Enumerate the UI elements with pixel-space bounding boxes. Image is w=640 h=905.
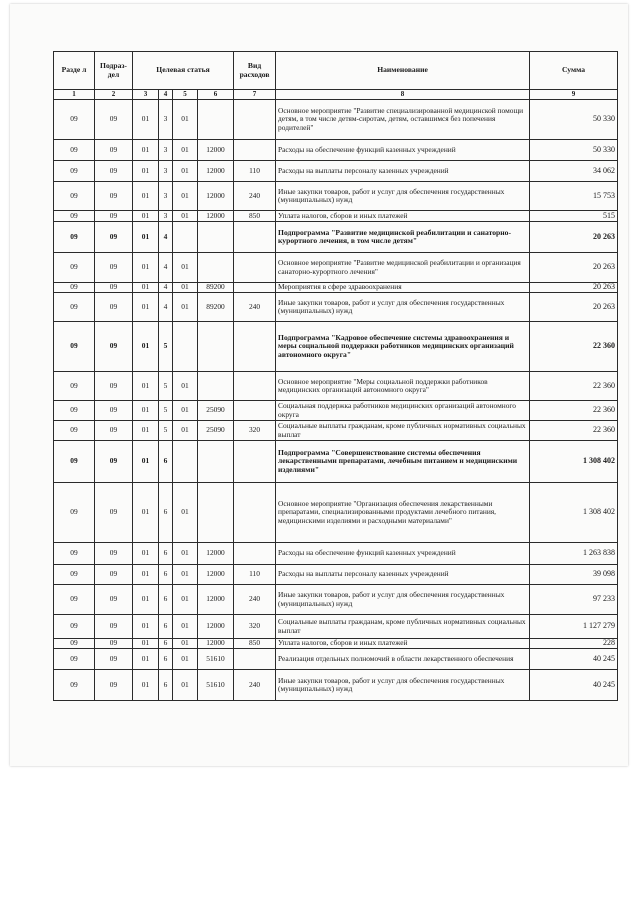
amount-cell: 22 360 [530,322,618,372]
subprogram-code-cell: 6 [159,483,173,543]
podrazdel-cell: 09 [95,161,133,182]
document-sheet [10,4,628,766]
expense-type-cell: 320 [234,615,276,639]
event-code-cell: 01 [173,401,198,421]
item-name-cell: Подпрограмма "Развитие медицинской реабилитации и санаторно-курортного лечения, в том числе детям" [276,222,530,253]
item-name-cell: Социальная поддержка работников медицинских организаций автономного округа [276,401,530,421]
event-code-cell: 01 [173,100,198,140]
program-code-cell: 01 [133,639,159,649]
column-numbers-row [54,90,618,100]
event-code-cell: 01 [173,649,198,670]
event-code-cell [173,441,198,483]
column-number: 7 [234,90,276,100]
podrazdel-cell: 09 [95,140,133,161]
program-code-cell: 01 [133,483,159,543]
podrazdel-cell: 09 [95,670,133,701]
direction-code-cell: 12000 [198,615,234,639]
item-name-cell: Реализация отдельных полномочий в области лекарственного обеспечения [276,649,530,670]
razdel-cell: 09 [54,253,95,283]
item-name-cell: Иные закупки товаров, работ и услуг для обеспечения государственных (муниципальных) нужд [276,293,530,322]
program-code-cell: 01 [133,222,159,253]
subprogram-code-cell: 5 [159,372,173,401]
table-row [54,483,618,543]
item-name-cell: Иные закупки товаров, работ и услуг для обеспечения государственных (муниципальных) нужд [276,182,530,211]
program-code-cell: 01 [133,283,159,293]
podrazdel-cell: 09 [95,649,133,670]
podrazdel-cell: 09 [95,182,133,211]
table-row [54,182,618,211]
program-code-cell: 01 [133,543,159,565]
amount-cell: 22 360 [530,401,618,421]
podrazdel-cell: 09 [95,100,133,140]
razdel-cell: 09 [54,649,95,670]
header-vid-rashodov: Вид расходов [234,52,276,90]
column-number: 4 [159,90,173,100]
table-row [54,585,618,615]
program-code-cell: 01 [133,401,159,421]
event-code-cell: 01 [173,293,198,322]
column-number: 9 [530,90,618,100]
subprogram-code-cell: 4 [159,222,173,253]
item-name-cell: Основное мероприятие "Развитие специализированной медицинской помощи детям, в том числе детям-сиротам, детям, оставшимся без попечения родителей" [276,100,530,140]
amount-cell: 1 127 279 [530,615,618,639]
table-row [54,401,618,421]
column-number: 5 [173,90,198,100]
podrazdel-cell: 09 [95,615,133,639]
razdel-cell: 09 [54,585,95,615]
podrazdel-cell: 09 [95,565,133,585]
table-row [54,222,618,253]
razdel-cell: 09 [54,543,95,565]
expense-type-cell: 240 [234,670,276,701]
item-name-cell: Подпрограмма "Кадровое обеспечение системы здравоохранения и меры социальной поддержки работников медицинских организаций автономного округа" [276,322,530,372]
direction-code-cell: 12000 [198,585,234,615]
expense-type-cell [234,401,276,421]
program-code-cell: 01 [133,441,159,483]
podrazdel-cell: 09 [95,372,133,401]
table-row [54,649,618,670]
razdel-cell: 09 [54,483,95,543]
podrazdel-cell: 09 [95,543,133,565]
direction-code-cell: 89200 [198,283,234,293]
amount-cell: 40 245 [530,670,618,701]
amount-cell: 40 245 [530,649,618,670]
direction-code-cell: 12000 [198,140,234,161]
item-name-cell: Мероприятия в сфере здравоохранения [276,283,530,293]
program-code-cell: 01 [133,585,159,615]
razdel-cell: 09 [54,565,95,585]
podrazdel-cell: 09 [95,211,133,222]
table-row [54,283,618,293]
podrazdel-cell: 09 [95,401,133,421]
header-podrazdel: Подраз- дел [95,52,133,90]
direction-code-cell [198,441,234,483]
item-name-cell: Социальные выплаты гражданам, кроме публичных нормативных социальных выплат [276,421,530,441]
razdel-cell: 09 [54,372,95,401]
direction-code-cell [198,253,234,283]
razdel-cell: 09 [54,182,95,211]
table-row [54,253,618,283]
direction-code-cell: 12000 [198,565,234,585]
event-code-cell: 01 [173,585,198,615]
amount-cell: 15 753 [530,182,618,211]
amount-cell: 20 263 [530,222,618,253]
direction-code-cell: 51610 [198,649,234,670]
direction-code-cell: 12000 [198,543,234,565]
podrazdel-cell: 09 [95,421,133,441]
expense-type-cell [234,483,276,543]
subprogram-code-cell: 6 [159,585,173,615]
table-row [54,140,618,161]
amount-cell: 20 263 [530,283,618,293]
subprogram-code-cell: 6 [159,670,173,701]
razdel-cell: 09 [54,421,95,441]
table-body [54,100,618,701]
header-naimenovanie: Наименование [276,52,530,90]
razdel-cell: 09 [54,639,95,649]
direction-code-cell: 25090 [198,401,234,421]
column-number: 2 [95,90,133,100]
amount-cell: 228 [530,639,618,649]
podrazdel-cell: 09 [95,283,133,293]
amount-cell: 1 308 402 [530,441,618,483]
program-code-cell: 01 [133,100,159,140]
table-row [54,639,618,649]
budget-table [53,51,618,701]
column-number: 6 [198,90,234,100]
program-code-cell: 01 [133,649,159,670]
subprogram-code-cell: 6 [159,615,173,639]
event-code-cell: 01 [173,211,198,222]
subprogram-code-cell: 5 [159,322,173,372]
header-celevaya-statya: Целевая статья [133,52,234,90]
amount-cell: 50 330 [530,100,618,140]
expense-type-cell: 850 [234,211,276,222]
razdel-cell: 09 [54,615,95,639]
amount-cell: 20 263 [530,253,618,283]
subprogram-code-cell: 6 [159,543,173,565]
program-code-cell: 01 [133,161,159,182]
amount-cell: 20 263 [530,293,618,322]
event-code-cell: 01 [173,253,198,283]
program-code-cell: 01 [133,670,159,701]
subprogram-code-cell: 3 [159,140,173,161]
podrazdel-cell: 09 [95,253,133,283]
program-code-cell: 01 [133,615,159,639]
amount-cell: 34 062 [530,161,618,182]
column-number: 3 [133,90,159,100]
razdel-cell: 09 [54,401,95,421]
subprogram-code-cell: 5 [159,401,173,421]
table-row [54,372,618,401]
podrazdel-cell: 09 [95,441,133,483]
table-header [54,52,618,100]
amount-cell: 97 233 [530,585,618,615]
subprogram-code-cell: 3 [159,100,173,140]
direction-code-cell [198,372,234,401]
direction-code-cell [198,222,234,253]
razdel-cell: 09 [54,161,95,182]
table-row [54,211,618,222]
program-code-cell: 01 [133,140,159,161]
expense-type-cell: 240 [234,182,276,211]
header-razdel: Разде л [54,52,95,90]
podrazdel-cell: 09 [95,585,133,615]
event-code-cell: 01 [173,421,198,441]
expense-type-cell [234,441,276,483]
razdel-cell: 09 [54,283,95,293]
column-number: 8 [276,90,530,100]
program-code-cell: 01 [133,182,159,211]
event-code-cell: 01 [173,639,198,649]
direction-code-cell: 51610 [198,670,234,701]
direction-code-cell [198,100,234,140]
subprogram-code-cell: 6 [159,565,173,585]
item-name-cell: Расходы на обеспечение функций казенных учреждений [276,543,530,565]
table-row [54,441,618,483]
table-row [54,161,618,182]
podrazdel-cell: 09 [95,293,133,322]
event-code-cell: 01 [173,182,198,211]
direction-code-cell: 12000 [198,639,234,649]
direction-code-cell: 89200 [198,293,234,322]
expense-type-cell [234,222,276,253]
event-code-cell: 01 [173,372,198,401]
table-row [54,565,618,585]
program-code-cell: 01 [133,565,159,585]
amount-cell: 515 [530,211,618,222]
direction-code-cell [198,322,234,372]
header-summa: Сумма [530,52,618,90]
program-code-cell: 01 [133,253,159,283]
amount-cell: 39 098 [530,565,618,585]
podrazdel-cell: 09 [95,322,133,372]
item-name-cell: Иные закупки товаров, работ и услуг для обеспечения государственных (муниципальных) нужд [276,670,530,701]
expense-type-cell [234,253,276,283]
program-code-cell: 01 [133,421,159,441]
razdel-cell: 09 [54,293,95,322]
table-row [54,615,618,639]
item-name-cell: Расходы на выплаты персоналу казенных учреждений [276,565,530,585]
item-name-cell: Социальные выплаты гражданам, кроме публичных нормативных социальных выплат [276,615,530,639]
table-row [54,421,618,441]
direction-code-cell: 12000 [198,211,234,222]
program-code-cell: 01 [133,211,159,222]
razdel-cell: 09 [54,140,95,161]
subprogram-code-cell: 4 [159,253,173,283]
amount-cell: 22 360 [530,372,618,401]
table-row [54,322,618,372]
expense-type-cell: 320 [234,421,276,441]
item-name-cell: Уплата налогов, сборов и иных платежей [276,639,530,649]
event-code-cell [173,222,198,253]
expense-type-cell [234,140,276,161]
direction-code-cell [198,483,234,543]
amount-cell: 1 263 838 [530,543,618,565]
event-code-cell [173,322,198,372]
event-code-cell: 01 [173,140,198,161]
expense-type-cell: 110 [234,565,276,585]
table-row [54,293,618,322]
expense-type-cell [234,283,276,293]
expense-type-cell [234,543,276,565]
expense-type-cell [234,649,276,670]
event-code-cell: 01 [173,615,198,639]
razdel-cell: 09 [54,322,95,372]
table-row [54,670,618,701]
expense-type-cell [234,100,276,140]
event-code-cell: 01 [173,483,198,543]
amount-cell: 50 330 [530,140,618,161]
event-code-cell: 01 [173,161,198,182]
expense-type-cell: 240 [234,585,276,615]
direction-code-cell: 12000 [198,161,234,182]
razdel-cell: 09 [54,441,95,483]
item-name-cell: Расходы на обеспечение функций казенных учреждений [276,140,530,161]
program-code-cell: 01 [133,372,159,401]
program-code-cell: 01 [133,322,159,372]
item-name-cell: Расходы на выплаты персоналу казенных учреждений [276,161,530,182]
podrazdel-cell: 09 [95,222,133,253]
subprogram-code-cell: 5 [159,421,173,441]
razdel-cell: 09 [54,670,95,701]
expense-type-cell [234,372,276,401]
event-code-cell: 01 [173,565,198,585]
direction-code-cell: 12000 [198,182,234,211]
subprogram-code-cell: 4 [159,293,173,322]
direction-code-cell: 25090 [198,421,234,441]
expense-type-cell: 110 [234,161,276,182]
item-name-cell: Основное мероприятие "Организация обеспечения лекарственными препаратами, специализированными продуктами лечебного питания, медицинскими изделиями и расходными материалами" [276,483,530,543]
item-name-cell: Основное мероприятие "Развитие медицинской реабилитации и организация санаторно-курортного лечения" [276,253,530,283]
razdel-cell: 09 [54,100,95,140]
item-name-cell: Иные закупки товаров, работ и услуг для обеспечения государственных (муниципальных) нужд [276,585,530,615]
column-number: 1 [54,90,95,100]
expense-type-cell [234,322,276,372]
amount-cell: 22 360 [530,421,618,441]
expense-type-cell: 850 [234,639,276,649]
event-code-cell: 01 [173,543,198,565]
event-code-cell: 01 [173,283,198,293]
subprogram-code-cell: 6 [159,649,173,670]
subprogram-code-cell: 6 [159,441,173,483]
subprogram-code-cell: 3 [159,161,173,182]
razdel-cell: 09 [54,211,95,222]
item-name-cell: Уплата налогов, сборов и иных платежей [276,211,530,222]
razdel-cell: 09 [54,222,95,253]
table-row [54,100,618,140]
podrazdel-cell: 09 [95,639,133,649]
amount-cell: 1 308 402 [530,483,618,543]
subprogram-code-cell: 3 [159,211,173,222]
podrazdel-cell: 09 [95,483,133,543]
subprogram-code-cell: 6 [159,639,173,649]
subprogram-code-cell: 4 [159,283,173,293]
table-row [54,543,618,565]
program-code-cell: 01 [133,293,159,322]
event-code-cell: 01 [173,670,198,701]
item-name-cell: Основное мероприятие "Меры социальной поддержки работников медицинских организаций автономного округа" [276,372,530,401]
expense-type-cell: 240 [234,293,276,322]
subprogram-code-cell: 3 [159,182,173,211]
item-name-cell: Подпрограмма "Совершенствование системы обеспечения лекарственными препаратами, лечебным питанием и медицинскими изделиями" [276,441,530,483]
